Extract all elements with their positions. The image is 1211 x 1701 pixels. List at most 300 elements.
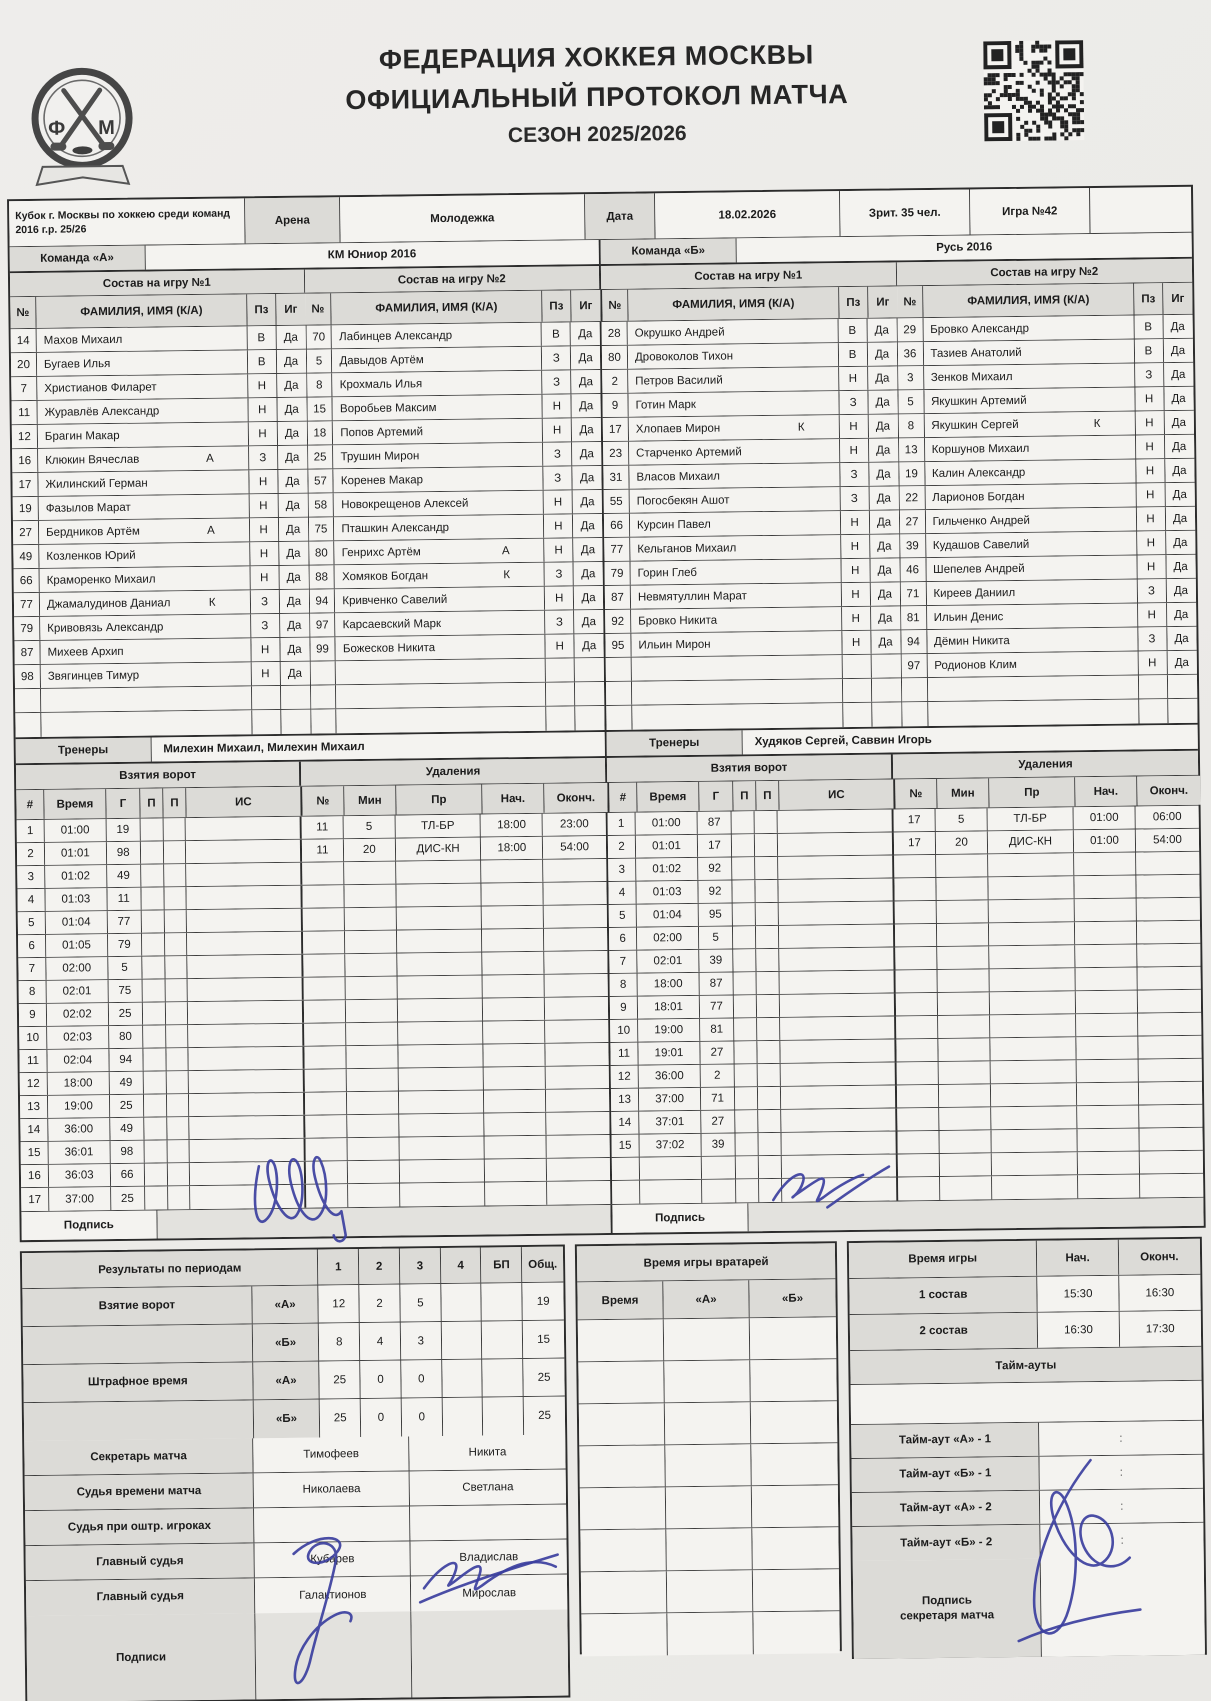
goal-scorer: 80 [109, 1026, 143, 1048]
goals-col-header: П [140, 788, 163, 817]
penalty-end [1136, 875, 1199, 898]
player-position: З [840, 463, 869, 486]
roster-row [15, 710, 310, 738]
player-played: Да [867, 342, 896, 365]
goalie-time-cell [580, 1529, 666, 1571]
player-name-text: Генрихс Артём [341, 545, 421, 559]
roster-row [309, 586, 603, 614]
penalty-minutes [347, 1092, 399, 1115]
team-side-label: «Б» [253, 1400, 320, 1439]
player-name-text: Лабинцев Александр [339, 329, 453, 343]
period-col-header: Общ. [522, 1247, 563, 1282]
team-a-penalties-title: Удаления [301, 758, 605, 786]
player-name-text: Клюкин Вячеслав [45, 453, 140, 467]
penalty-minutes [937, 946, 989, 969]
penalty-end: 23:00 [543, 813, 606, 836]
player-name-text: Журавлёв Александр [44, 404, 160, 419]
player-number: 3 [898, 366, 924, 389]
goal-assist2 [166, 1025, 189, 1047]
team-a-goals-title: Взятия ворот [16, 762, 301, 789]
player-played [575, 706, 604, 730]
player-number: 97 [901, 654, 927, 677]
player-number: 2 [602, 370, 628, 393]
penalty-start [1074, 853, 1136, 876]
goal-scorer: 11 [107, 888, 141, 910]
player-number: 70 [306, 325, 332, 348]
player-position: Н [543, 394, 572, 417]
events-tables [17, 806, 1204, 1212]
period-value: 12 [319, 1285, 360, 1322]
player-played: Да [869, 510, 898, 533]
col-played: Иг [1163, 283, 1192, 314]
date-label: Дата [585, 193, 656, 239]
player-name [41, 686, 252, 712]
goal-time: 18:00 [48, 1072, 110, 1095]
goalie-time-row [578, 1317, 836, 1362]
player-number: 14 [11, 329, 37, 352]
penalty-start [486, 1182, 548, 1206]
player-number [311, 709, 337, 733]
penalty-start [1075, 899, 1137, 922]
goal-index: 1 [17, 820, 45, 842]
goal-time: 02:04 [47, 1049, 109, 1072]
penalty-player [303, 908, 345, 931]
penalty-player [304, 1000, 346, 1023]
period-value: 8 [319, 1323, 360, 1360]
player-name-text: Новокрещенов Алексей [341, 497, 469, 511]
goalie-a-cell [666, 1528, 752, 1570]
player-played [281, 710, 310, 734]
player-number: 19 [13, 497, 39, 520]
goal-assist2 [758, 1064, 781, 1086]
goal-index: 1 [608, 813, 636, 835]
player-played [872, 678, 901, 701]
goal-situation [186, 817, 302, 840]
player-position: Н [248, 398, 277, 421]
penalty-player [897, 1085, 939, 1108]
results-row [24, 1397, 565, 1442]
player-played [575, 658, 604, 681]
rosters [11, 315, 1198, 739]
period-value: 0 [361, 1399, 402, 1437]
player-number: 31 [603, 466, 629, 489]
goal-assist2 [164, 910, 187, 932]
secretary-sign-label-line1: Подпись [921, 1594, 972, 1608]
penalty-code [988, 876, 1074, 899]
penalty-player [305, 1115, 347, 1138]
goal-assist2 [759, 1133, 782, 1155]
roster-row [14, 638, 309, 666]
player-name [924, 364, 1135, 390]
roster-row [899, 435, 1195, 463]
penalty-end [1136, 852, 1199, 875]
timeout-row [851, 1421, 1202, 1459]
penalty-start [482, 906, 544, 929]
penalty-col-header: Мин [344, 786, 396, 816]
goal-time: 02:03 [47, 1026, 109, 1049]
goal-scorer: 49 [110, 1118, 144, 1140]
period-value: 4 [360, 1323, 401, 1360]
goal-scorer: 98 [107, 842, 141, 864]
penalty-code [991, 1083, 1077, 1106]
player-played: Да [571, 370, 600, 393]
goal-assist2 [168, 1186, 191, 1209]
goal-situation [187, 909, 303, 932]
player-name-text: Горин Глеб [637, 566, 698, 580]
player-position: Н [248, 422, 277, 445]
goals-col-header: ИС [186, 787, 302, 817]
timeout-value: : [1041, 1523, 1204, 1559]
player-number: 95 [605, 634, 631, 657]
goal-situation [189, 1047, 305, 1070]
player-position: Н [251, 638, 280, 661]
player-position: Н [841, 559, 870, 582]
goal-index: 5 [18, 912, 46, 934]
penalty-minutes [346, 1046, 398, 1069]
goal-situation [190, 1139, 306, 1162]
player-name [37, 350, 248, 376]
roster-row [606, 654, 901, 682]
player-played: Да [575, 634, 604, 657]
penalty-end [547, 1181, 610, 1205]
goal-situation [189, 1093, 305, 1116]
penalty-minutes [345, 977, 397, 1000]
roster-row [13, 542, 308, 570]
captain-letter: А [501, 544, 510, 557]
goal-time: 37:00 [639, 1088, 701, 1111]
player-name-text: Тазиев Анатолий [930, 346, 1022, 360]
player-name-text: Козленков Юрий [46, 549, 136, 563]
player-number: 79 [605, 562, 631, 585]
penalty-end [1137, 921, 1200, 944]
period-value: 25 [523, 1359, 564, 1396]
penalty-col-header: Пр [989, 777, 1075, 807]
goal-situation [189, 1070, 305, 1093]
player-name [333, 395, 543, 421]
goals-col-header: П [756, 781, 779, 810]
penalty-code [988, 853, 1074, 876]
goal-scorer: 71 [701, 1087, 735, 1109]
period-value [482, 1283, 523, 1320]
player-number [15, 689, 41, 712]
player-played: Да [278, 518, 307, 541]
player-number: 66 [14, 569, 40, 592]
start-label: Нач. [1037, 1240, 1119, 1276]
penalty-minutes [937, 923, 989, 946]
goal-index: 12 [20, 1073, 48, 1095]
player-played: Да [572, 418, 601, 441]
player-played: Да [1165, 435, 1194, 458]
penalty-minutes [938, 992, 990, 1015]
penalty-end: 06:00 [1136, 806, 1199, 829]
roster-row [12, 446, 307, 474]
penalty-code [992, 1175, 1078, 1199]
period-value: 5 [400, 1284, 441, 1321]
goal-assist2 [165, 933, 188, 955]
roster-row [898, 387, 1194, 415]
player-number: 20 [11, 353, 37, 376]
penalty-minutes [939, 1084, 991, 1107]
goalie-time-cell [579, 1445, 665, 1487]
goal-assist2 [163, 818, 186, 840]
player-played: Да [869, 438, 898, 461]
penalty-minutes [345, 931, 397, 954]
player-position: Н [545, 538, 574, 561]
penalty-col-header: Оконч. [544, 783, 607, 813]
col-played: Иг [571, 290, 600, 321]
goal-scorer: 49 [107, 865, 141, 887]
player-position: З [839, 391, 868, 414]
player-position: Н [251, 662, 280, 685]
goal-scorer: 75 [108, 980, 142, 1002]
player-name-text: Окрушко Андрей [634, 326, 725, 340]
player-name-text: Дёмин Никита [933, 634, 1010, 648]
roster-row [12, 470, 307, 498]
player-name-text: Хомяков Богдан [341, 569, 429, 583]
goal-situation [779, 924, 895, 947]
penalty-player: 17 [894, 809, 936, 832]
secretary-sign-label [853, 1559, 1043, 1659]
player-position: Н [544, 514, 573, 537]
goal-scorer: 77 [700, 995, 734, 1017]
official-firstname [410, 1505, 566, 1541]
penalty-end: 54:00 [1136, 829, 1199, 852]
period-col-header: 1 [318, 1249, 359, 1284]
goals-col-header: Время [637, 782, 699, 812]
goal-assist2 [755, 880, 778, 902]
goal-time: 02:02 [47, 1003, 109, 1026]
penalty-end [1139, 1105, 1202, 1128]
player-name [335, 587, 545, 613]
goalie-time-cell [581, 1613, 668, 1656]
end-label: Оконч. [1119, 1239, 1201, 1275]
goal-time: 37:00 [49, 1187, 111, 1211]
goal-time: 02:00 [637, 927, 699, 950]
team-b-sign-area [748, 1198, 1203, 1232]
goal-time: 36:00 [639, 1065, 701, 1088]
officials-signatures-row [26, 1610, 568, 1701]
team-a-sign-area [157, 1205, 611, 1239]
player-name [632, 703, 843, 730]
goal-situation [778, 878, 894, 901]
goals-col-header: Г [106, 789, 140, 818]
penalty-start [1076, 1014, 1138, 1037]
team-b-lineup2 [897, 315, 1197, 727]
penalty-start [482, 883, 544, 906]
team-a-lineup1-title: Состав на игру №1 [10, 270, 305, 297]
goal-scorer: 98 [110, 1141, 144, 1163]
player-number: 19 [899, 462, 925, 485]
player-number [310, 661, 336, 684]
timeout-rows [851, 1421, 1204, 1561]
penalty-end [1137, 944, 1200, 967]
goal-assist1 [732, 834, 755, 856]
goal-assist1 [734, 972, 757, 994]
player-name-text: Божесков Никита [342, 641, 436, 655]
roster-row [14, 590, 309, 618]
player-name-text: Бровко Александр [930, 322, 1030, 336]
player-name-text: Давыдов Артём [339, 353, 424, 367]
goalie-time-cell [578, 1361, 664, 1403]
player-played: Да [871, 606, 900, 629]
goal-assist2 [163, 841, 186, 863]
player-played: Да [276, 326, 305, 349]
goal-scorer: 27 [701, 1110, 735, 1132]
player-name [631, 583, 842, 609]
goalie-b-cell [753, 1611, 840, 1654]
player-number: 27 [899, 510, 925, 533]
player-name-text: Старченко Артемий [636, 445, 742, 460]
player-name-text: Брагин Макар [44, 429, 120, 443]
goal-assist1 [141, 864, 164, 886]
goal-assist2 [164, 887, 187, 909]
info-filler [1090, 187, 1192, 233]
team-b-name: Русь 2016 [737, 233, 1192, 263]
goal-time: 18:00 [638, 973, 700, 996]
goal-scorer: 25 [111, 1187, 145, 1210]
goal-situation [781, 1062, 897, 1085]
timeout-value: : [1040, 1489, 1203, 1524]
roster-row [603, 438, 898, 466]
player-name-text: Кельганов Михаил [637, 541, 737, 556]
roster-row [15, 686, 310, 714]
penalty-start [484, 1090, 546, 1113]
official-surname [254, 1506, 410, 1542]
roster-row [14, 614, 309, 642]
goalie-a-cell [664, 1360, 750, 1402]
player-name [332, 347, 542, 373]
player-name [927, 627, 1138, 653]
player-played: Да [572, 394, 601, 417]
goalie-time-row [579, 1443, 837, 1488]
penalty-minutes [938, 969, 990, 992]
penalty-player [306, 1161, 348, 1184]
player-name [334, 491, 544, 517]
player-number: 66 [604, 514, 630, 537]
results-and-officials [20, 1245, 570, 1701]
roster-row [900, 555, 1196, 583]
period-value: 25 [320, 1361, 361, 1398]
roster-row [308, 466, 602, 494]
penalty-minutes [939, 1130, 991, 1153]
goal-assist1 [144, 1094, 167, 1116]
roster-header-group [305, 290, 602, 325]
player-played: Да [278, 446, 307, 469]
roster-row [604, 510, 899, 538]
player-position: З [840, 487, 869, 510]
title-line3: СЕЗОН 2025/2026 [507, 121, 687, 148]
roster-row [604, 486, 899, 514]
penalty-end [544, 905, 607, 928]
team-side-label: «Б» [253, 1324, 320, 1362]
goal-time: 37:01 [639, 1111, 701, 1134]
team-b-coaches: Худяков Сергей, Саввин Игорь [743, 725, 1198, 755]
team-b-coaches-label: Тренеры [607, 730, 743, 756]
goal-time: 01:02 [45, 865, 107, 888]
roster-row [901, 603, 1197, 631]
penalty-minutes [939, 1107, 991, 1130]
goalie-a-cell [665, 1402, 751, 1444]
player-position: В [247, 350, 276, 373]
goal-situation [189, 1024, 305, 1047]
results-rows [22, 1283, 565, 1442]
player-name [630, 487, 841, 513]
roster-row [900, 579, 1196, 607]
player-played: Да [1163, 315, 1192, 338]
goalie-time-row [580, 1485, 838, 1530]
player-position: Н [839, 367, 868, 390]
player-played: Да [573, 514, 602, 537]
player-name-text: Готин Марк [635, 398, 696, 412]
goalie-a-cell [664, 1318, 750, 1360]
team-b-label: Команда «Б» [601, 238, 737, 264]
player-position: В [838, 343, 867, 366]
player-position: Н [841, 535, 870, 558]
player-name [39, 542, 250, 568]
goal-assist2 [167, 1140, 190, 1162]
roster-row [309, 562, 603, 590]
roster-row [602, 342, 897, 370]
lineup1-time-row [849, 1275, 1200, 1315]
goal-situation [780, 1039, 896, 1062]
penalty-start [482, 860, 544, 883]
player-position [842, 655, 871, 678]
period-value [442, 1398, 483, 1436]
official-role: Секретарь матча [24, 1438, 254, 1475]
goal-assist1 [734, 995, 757, 1017]
goal-situation [780, 1016, 896, 1039]
goal-time: 19:00 [48, 1095, 110, 1118]
goal-index [612, 1181, 640, 1204]
goal-assist2 [756, 926, 779, 948]
col-position: Пз [839, 287, 868, 318]
goal-index: 12 [611, 1066, 639, 1088]
player-name-text: Попов Артемий [340, 425, 424, 439]
goal-index: 4 [17, 889, 45, 911]
player-name [629, 415, 840, 441]
player-number: 99 [310, 637, 336, 660]
player-number: 77 [14, 593, 40, 616]
penalty-start [483, 998, 545, 1021]
player-name-text: Зенков Михаил [930, 370, 1013, 384]
penalty-start [1077, 1083, 1139, 1106]
goalie-time-cell [580, 1487, 666, 1529]
player-position: Н [249, 470, 278, 493]
player-name-text: Карсаевский Марк [342, 617, 442, 631]
player-number [901, 678, 927, 701]
penalty-end [545, 997, 608, 1020]
period-value: 2 [359, 1285, 400, 1322]
player-position: Н [1136, 483, 1165, 506]
officials-rows [24, 1435, 567, 1617]
roster-row [602, 366, 897, 394]
roster-row [900, 531, 1196, 559]
period-value [442, 1360, 483, 1397]
goal-situation [186, 840, 302, 863]
penalty-player [895, 901, 937, 924]
player-played: Да [1165, 507, 1194, 530]
player-name [924, 412, 1135, 438]
goal-time [640, 1157, 702, 1180]
timeout-label: Тайм-аут «А» - 1 [851, 1423, 1040, 1458]
player-name-text: Джамалудинов Даниал [46, 596, 171, 611]
goal-assist2 [167, 1117, 190, 1139]
team-a-lineup2-title: Состав на игру №2 [304, 266, 599, 293]
penalty-code: ДИС-КН [396, 838, 482, 861]
penalty-end [543, 859, 606, 882]
player-number: 46 [900, 558, 926, 581]
player-played: Да [278, 494, 307, 517]
